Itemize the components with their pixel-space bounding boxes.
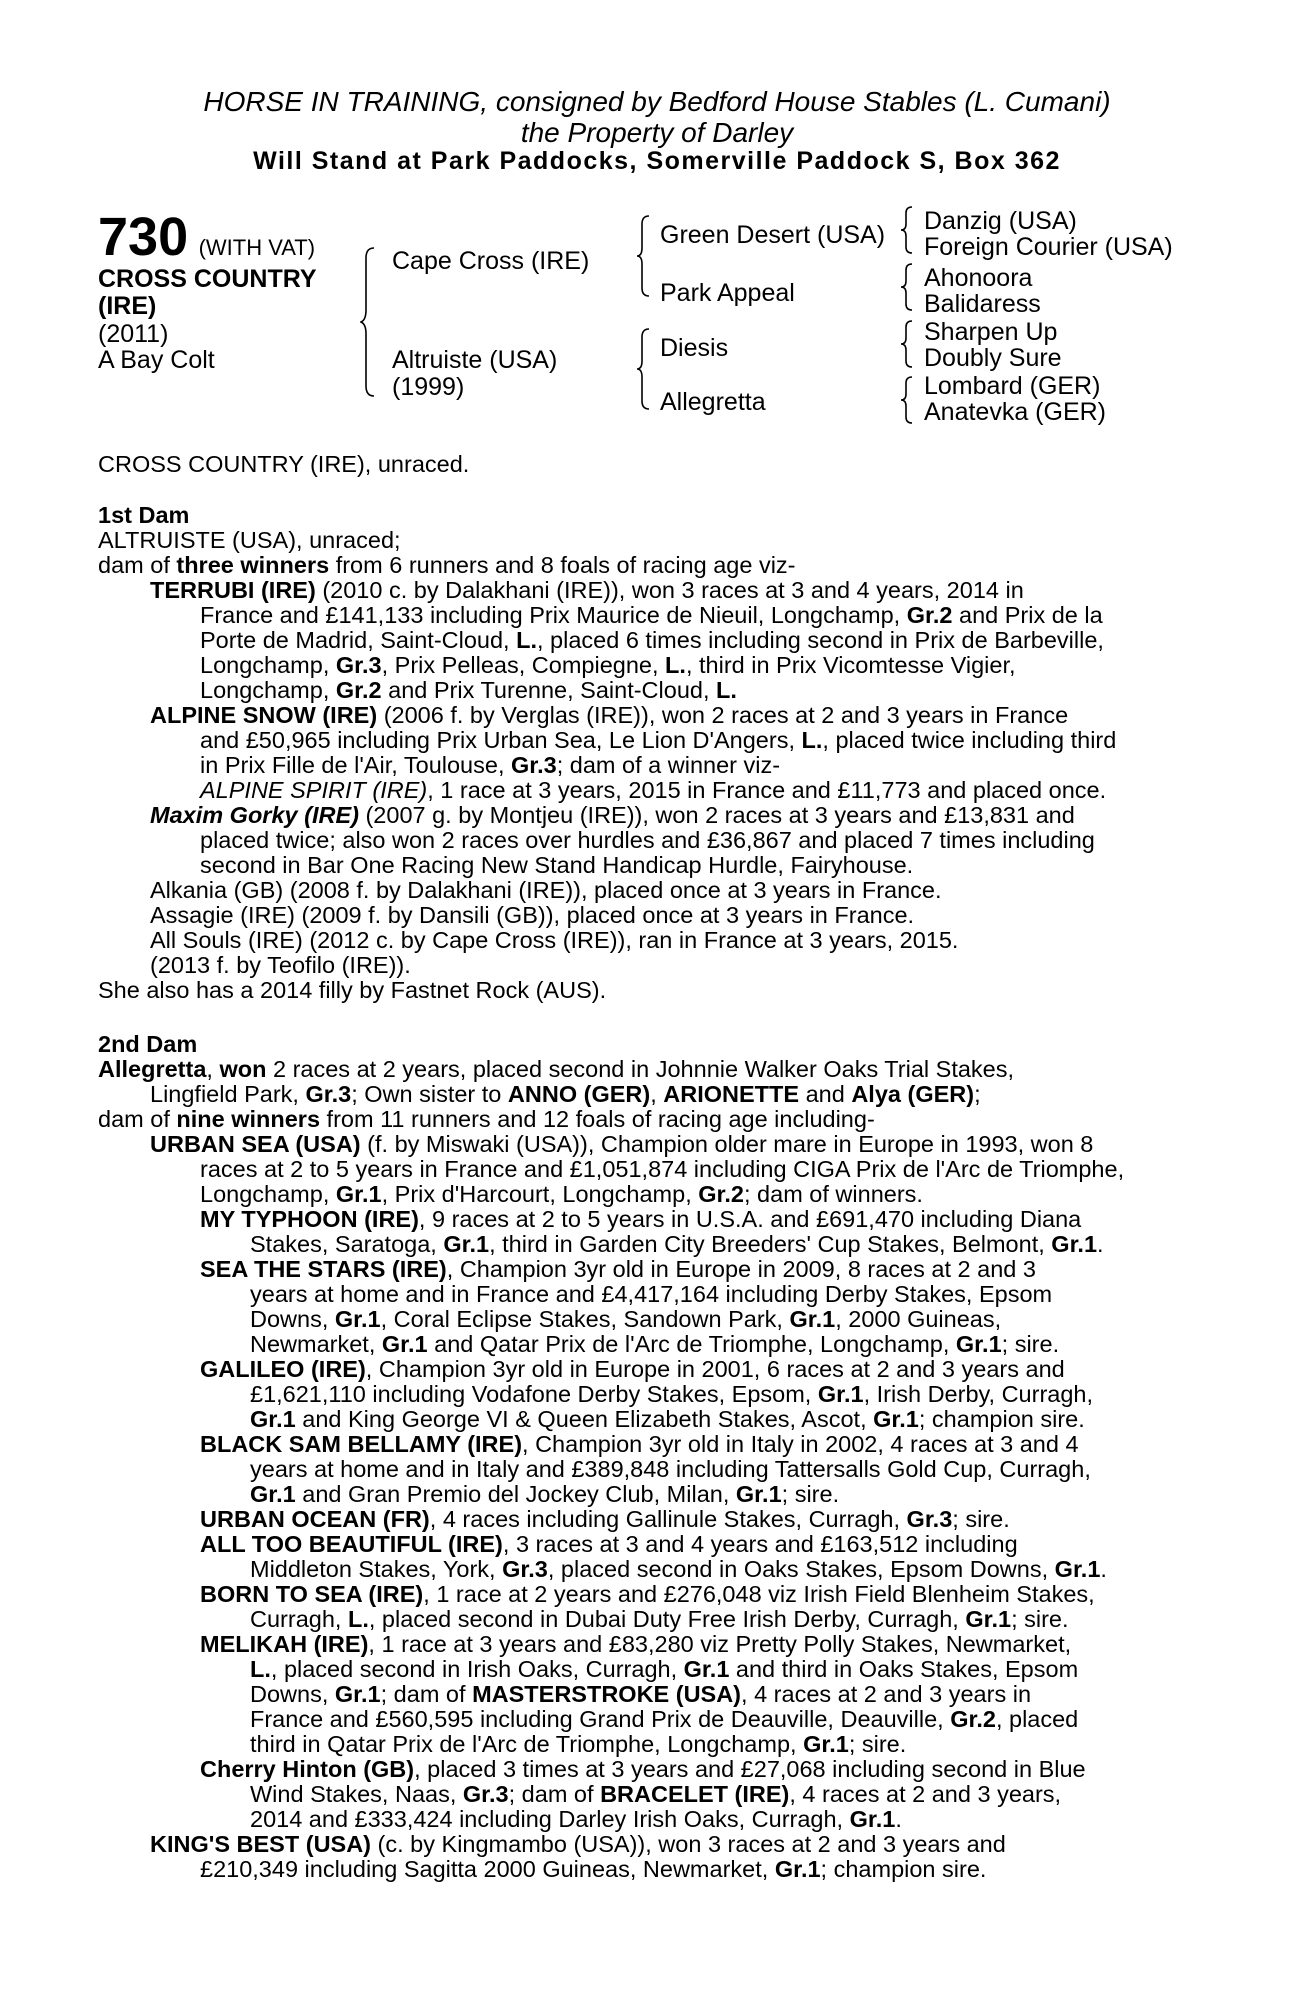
kings-best-line-2: £210,349 including Sagitta 2000 Guineas, Newmarket, Gr.1; champion sire.	[200, 1856, 987, 1882]
alpine-line-4: ALPINE SPIRIT (IRE), 1 race at 3 years, 2015 in France and £11,773 and placed once.	[200, 777, 1107, 803]
kings-best-line-1: KING'S BEST (USA) (c. by Kingmambo (USA)), won 3 races at 2 and 3 years and	[150, 1831, 1006, 1857]
black-sam-bellamy-line-2: years at home and in Italy and £389,848 including Tattersalls Gold Cup, Curragh,	[250, 1456, 1091, 1482]
alpine-line-3: in Prix Fille de l'Air, Toulouse, Gr.3; dam of a winner viz-	[200, 752, 781, 778]
black-sam-bellamy-line-3: Gr.1 and Gran Premio del Jockey Club, Milan, Gr.1; sire.	[250, 1481, 840, 1507]
terrubi-line-1: TERRUBI (IRE) (2010 c. by Dalakhani (IRE)), won 3 races at 3 and 4 years, 2014 in	[150, 577, 1024, 603]
first-dam-heading: 1st Dam	[98, 502, 190, 528]
pedigree-gg-4: Balidaress	[924, 290, 1041, 318]
race-summary: CROSS COUNTRY (IRE), unraced.	[98, 451, 470, 477]
header-location: Will Stand at Park Paddocks, Somerville Paddock S, Box 362	[253, 147, 1061, 175]
other-foal-2: Assagie (IRE) (2009 f. by Dansili (GB)), placed once at 3 years in France.	[150, 902, 915, 928]
maxim-line-2: placed twice; also won 2 races over hurdles and £36,867 and placed 7 times including	[200, 827, 1095, 853]
terrubi-line-5: Longchamp, Gr.2 and Prix Turenne, Saint-Cloud, L.	[200, 677, 737, 703]
melikah-line-1: MELIKAH (IRE), 1 race at 3 years and £83,280 viz Pretty Polly Stakes, Newmarket,	[200, 1631, 1072, 1657]
alpine-line-1: ALPINE SNOW (IRE) (2006 f. by Verglas (IRE)), won 2 races at 2 and 3 years in France	[150, 702, 1069, 728]
pedigree-sire: Cape Cross (IRE)	[392, 247, 590, 275]
pedigree-brace-gg3	[900, 319, 916, 369]
melikah-line-3: Downs, Gr.1; dam of MASTERSTROKE (USA), 4 races at 2 and 3 years in	[250, 1681, 1032, 1707]
melikah-line-2: L., placed second in Irish Oaks, Curragh, Gr.1 and third in Oaks Stakes, Epsom	[250, 1656, 1079, 1682]
pedigree-sire-dam: Park Appeal	[660, 279, 795, 307]
lot-number-block	[98, 206, 315, 268]
my-typhoon-line-2: Stakes, Saratoga, Gr.1, third in Garden City Breeders' Cup Stakes, Belmont, Gr.1.	[250, 1231, 1104, 1257]
first-dam-also: She also has a 2014 filly by Fastnet Rock (AUS).	[98, 977, 607, 1003]
galileo-line-2: £1,621,110 including Vodafone Derby Stakes, Epsom, Gr.1, Irish Derby, Curragh,	[250, 1381, 1094, 1407]
pedigree-brace-gg4	[900, 375, 916, 425]
alpine-line-2: and £50,965 including Prix Urban Sea, Le Lion D'Angers, L., placed twice including third	[200, 727, 1117, 753]
pedigree-dam-year: (1999)	[392, 373, 465, 401]
urban-sea-line-1: URBAN SEA (USA) (f. by Miswaki (USA)), Champion older mare in Europe in 1993, won 8	[150, 1131, 1094, 1157]
melikah-line-5: third in Qatar Prix de l'Arc de Triomphe, Longchamp, Gr.1; sire.	[250, 1731, 907, 1757]
pedigree-brace-main	[360, 246, 380, 398]
urban-sea-line-3: Longchamp, Gr.1, Prix d'Harcourt, Longchamp, Gr.2; dam of winners.	[200, 1181, 923, 1207]
pedigree-dam: Altruiste (USA)	[392, 346, 558, 374]
pedigree-dam-sire: Diesis	[660, 334, 729, 362]
pedigree-brace-dam	[636, 327, 654, 411]
horse-description: A Bay Colt	[98, 346, 215, 374]
cherry-hinton-line-1: Cherry Hinton (GB), placed 3 times at 3 years and £27,068 including second in Blue	[200, 1756, 1086, 1782]
lot-number: 730	[98, 207, 189, 267]
horse-name-country: (IRE)	[98, 292, 157, 320]
header-consignor: HORSE IN TRAINING, consigned by Bedford House Stables (L. Cumani)	[203, 86, 1111, 117]
sea-the-stars-line-4: Newmarket, Gr.1 and Qatar Prix de l'Arc de Triomphe, Longchamp, Gr.1; sire.	[250, 1331, 1060, 1357]
horse-name: CROSS COUNTRY	[98, 265, 317, 293]
galileo-line-3: Gr.1 and King George VI & Queen Elizabeth Stakes, Ascot, Gr.1; champion sire.	[250, 1406, 1085, 1432]
pedigree-gg-5: Sharpen Up	[924, 318, 1058, 346]
second-dam-heading: 2nd Dam	[98, 1031, 198, 1057]
urban-sea-line-2: races at 2 to 5 years in France and £1,051,874 including CIGA Prix de l'Arc de Triomphe,	[200, 1156, 1125, 1182]
maxim-line-3: second in Bar One Racing New Stand Handicap Hurdle, Fairyhouse.	[200, 852, 914, 878]
horse-year: (2011)	[98, 320, 169, 348]
other-foal-4: (2013 f. by Teofilo (IRE)).	[150, 952, 411, 978]
cherry-hinton-line-2: Wind Stakes, Naas, Gr.3; dam of BRACELET (IRE), 4 races at 2 and 3 years,	[250, 1781, 1062, 1807]
terrubi-line-3: Porte de Madrid, Saint-Cloud, L., placed 6 times including second in Prix de Barbeville,	[200, 627, 1104, 653]
all-too-beautiful-line-1: ALL TOO BEAUTIFUL (IRE), 3 races at 3 and 4 years and £163,512 including	[200, 1531, 1018, 1557]
galileo-line-1: GALILEO (IRE), Champion 3yr old in Europe in 2001, 6 races at 2 and 3 years and	[200, 1356, 1065, 1382]
melikah-line-4: France and £560,595 including Grand Prix de Deauville, Deauville, Gr.2, placed	[250, 1706, 1079, 1732]
header-property: the Property of Darley	[520, 117, 794, 148]
pedigree-gg-3: Ahonoora	[924, 264, 1033, 292]
other-foal-3: All Souls (IRE) (2012 c. by Cape Cross (IRE)), ran in France at 3 years, 2015.	[150, 927, 959, 953]
other-foal-1: Alkania (GB) (2008 f. by Dalakhani (IRE)), placed once at 3 years in France.	[150, 877, 942, 903]
born-to-sea-line-1: BORN TO SEA (IRE), 1 race at 2 years and £276,048 viz Irish Field Blenheim Stakes,	[200, 1581, 1095, 1607]
terrubi-line-4: Longchamp, Gr.3, Prix Pelleas, Compiegne, L., third in Prix Vicomtesse Vigier,	[200, 652, 1016, 678]
sea-the-stars-line-2: years at home and in France and £4,417,164 including Derby Stakes, Epsom	[250, 1281, 1053, 1307]
pedigree-brace-gg1	[900, 205, 916, 255]
second-dam-line-3: dam of nine winners from 11 runners and 12 foals of racing age including-	[98, 1106, 875, 1132]
first-dam-line-2: dam of three winners from 6 runners and 8 foals of racing age viz-	[98, 552, 796, 578]
second-dam-line-2: Lingfield Park, Gr.3; Own sister to ANNO (GER), ARIONETTE and Alya (GER);	[150, 1081, 981, 1107]
pedigree-brace-gg2	[900, 262, 916, 312]
pedigree-sire-sire: Green Desert (USA)	[660, 221, 886, 249]
sea-the-stars-line-3: Downs, Gr.1, Coral Eclipse Stakes, Sandown Park, Gr.1, 2000 Guineas,	[250, 1306, 1002, 1332]
my-typhoon-line-1: MY TYPHOON (IRE), 9 races at 2 to 5 years in U.S.A. and £691,470 including Diana	[200, 1206, 1082, 1232]
pedigree-brace-sire	[636, 214, 654, 298]
sea-the-stars-line-1: SEA THE STARS (IRE), Champion 3yr old in Europe in 2009, 8 races at 2 and 3	[200, 1256, 1036, 1282]
born-to-sea-line-2: Curragh, L., placed second in Dubai Duty Free Irish Derby, Curragh, Gr.1; sire.	[250, 1606, 1069, 1632]
urban-ocean-line-1: URBAN OCEAN (FR), 4 races including Gallinule Stakes, Curragh, Gr.3; sire.	[200, 1506, 1010, 1532]
all-too-beautiful-line-2: Middleton Stakes, York, Gr.3, placed second in Oaks Stakes, Epsom Downs, Gr.1.	[250, 1556, 1107, 1582]
pedigree-gg-6: Doubly Sure	[924, 344, 1062, 372]
maxim-line-1: Maxim Gorky (IRE) (2007 g. by Montjeu (IRE)), won 2 races at 3 years and £13,831 and	[150, 802, 1075, 828]
lot-vat: (WITH VAT)	[198, 235, 316, 260]
black-sam-bellamy-line-1: BLACK SAM BELLAMY (IRE), Champion 3yr old in Italy in 2002, 4 races at 3 and 4	[200, 1431, 1079, 1457]
pedigree-dam-dam: Allegretta	[660, 388, 766, 416]
first-dam-line-1: ALTRUISTE (USA), unraced;	[98, 527, 401, 553]
cherry-hinton-line-3: 2014 and £333,424 including Darley Irish Oaks, Curragh, Gr.1.	[250, 1806, 902, 1832]
pedigree-gg-1: Danzig (USA)	[924, 207, 1077, 235]
pedigree-gg-2: Foreign Courier (USA)	[924, 233, 1173, 261]
pedigree-gg-8: Anatevka (GER)	[924, 398, 1107, 426]
pedigree-gg-7: Lombard (GER)	[924, 372, 1101, 400]
second-dam-line-1: Allegretta, won 2 races at 2 years, placed second in Johnnie Walker Oaks Trial Stakes,	[98, 1056, 1015, 1082]
terrubi-line-2: France and £141,133 including Prix Maurice de Nieuil, Longchamp, Gr.2 and Prix de la	[200, 602, 1103, 628]
